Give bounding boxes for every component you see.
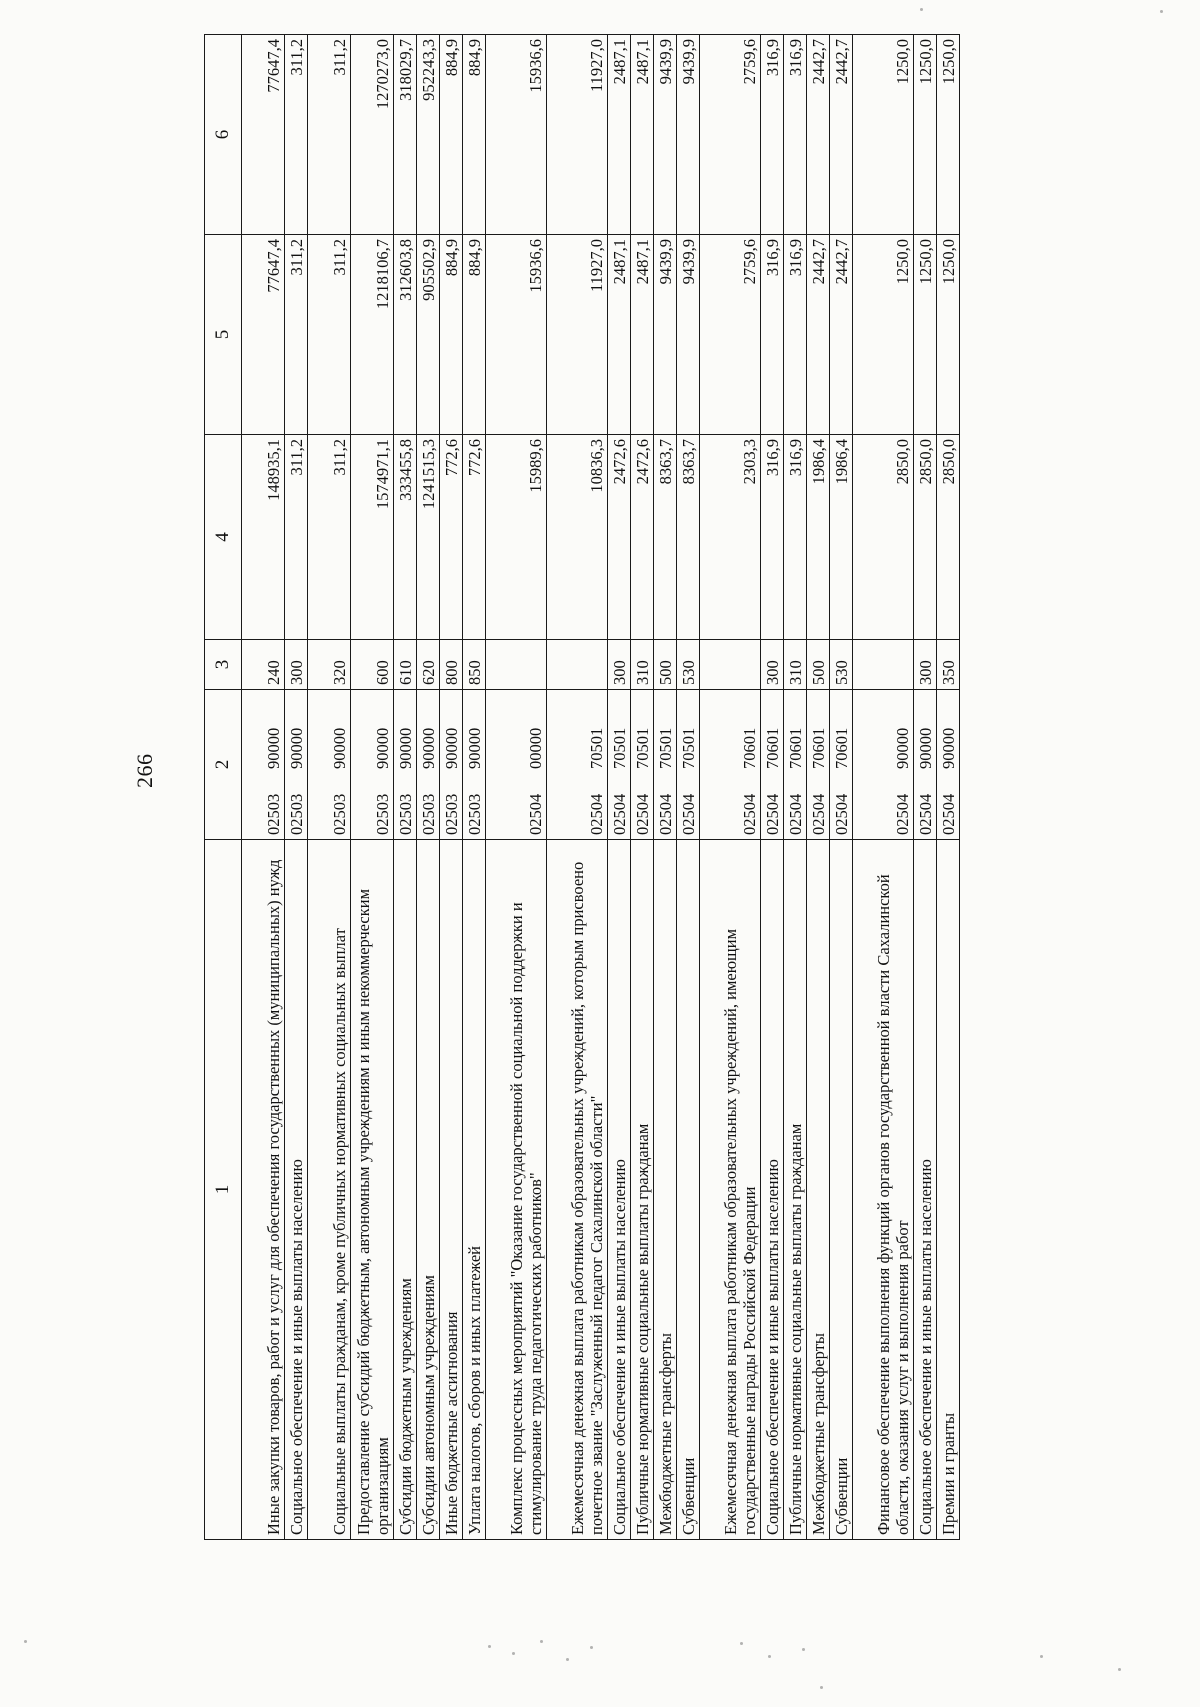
row-name-cell: Субсидии бюджетным учреждениям [394,840,417,1540]
row-value-col4: 148935,1 [242,435,285,640]
program-code: 02504 [915,793,935,835]
row-name-cell: Премии и гранты [937,840,960,1540]
row-value-col4: 1986,4 [830,435,853,640]
direction-code: 90000 [395,727,415,769]
row-value-col5: 11927,0 [547,235,608,435]
row-type-cell: 350 [937,640,960,690]
row-value-col6: 2442,7 [830,35,853,235]
row-type-cell: 300 [608,640,631,690]
scan-speck [540,1640,543,1643]
direction-code: 70601 [739,727,759,769]
row-name-cell: Уплата налогов, сборов и иных платежей [463,840,486,1540]
program-code: 02504 [785,793,805,835]
scan-speck [802,1648,805,1651]
program-code: 02504 [762,793,782,835]
row-value-col6: 2487,1 [631,35,654,235]
row-value-col5: 2487,1 [631,235,654,435]
row-code-cell [761,690,784,840]
column-header-1: 1 [205,840,242,1540]
row-type-cell: 800 [440,640,463,690]
row-type-cell [853,640,914,690]
direction-code: 90000 [892,727,912,769]
table-row [654,35,677,1540]
row-name-cell: Межбюджетные трансферты [807,840,830,1540]
row-value-col5: 2487,1 [608,235,631,435]
row-value-col4: 1241515,3 [417,435,440,640]
row-name-cell: Комплекс процессных мероприятий "Оказание государственной социальной поддержки и стимулирование труда педагогических работников" [486,840,547,1540]
row-value-col6: 15936,6 [486,35,547,235]
page-number: 266 [132,753,157,788]
program-code: 02504 [655,793,675,835]
program-code: 02504 [678,793,698,835]
row-value-col4: 333455,8 [394,435,417,640]
row-value-col4: 316,9 [761,435,784,640]
row-type-cell: 320 [308,640,351,690]
row-name-cell: Предоставление субсидий бюджетным, автономным учреждениям и иным некоммерческим организациям [351,840,394,1540]
table-row [608,35,631,1540]
row-type-cell: 530 [830,640,853,690]
row-code-cell [784,690,807,840]
row-type-cell: 500 [654,640,677,690]
row-type-cell: 500 [807,640,830,690]
row-name-cell: Социальное обеспечение и иные выплаты населению [608,840,631,1540]
program-code: 02504 [892,793,912,835]
row-value-col6: 311,2 [285,35,308,235]
direction-code: 90000 [329,727,349,769]
row-value-col5: 1218106,7 [351,235,394,435]
direction-code: 70601 [831,727,851,769]
direction-code: 70501 [655,727,675,769]
row-value-col4: 10836,3 [547,435,608,640]
row-type-cell: 300 [761,640,784,690]
budget-allocation-table [204,34,960,1540]
row-code-cell [351,690,394,840]
scan-speck [1160,10,1163,13]
row-value-col4: 772,6 [463,435,486,640]
row-name-cell: Субвенции [830,840,853,1540]
row-value-col5: 884,9 [463,235,486,435]
row-value-col4: 1574971,1 [351,435,394,640]
row-value-col4: 772,6 [440,435,463,640]
row-value-col4: 2850,0 [853,435,914,640]
direction-code: 90000 [286,727,306,769]
table-row [807,35,830,1540]
row-value-col4: 311,2 [308,435,351,640]
program-code: 02503 [286,793,306,835]
row-value-col6: 318029,7 [394,35,417,235]
row-value-col6: 316,9 [761,35,784,235]
row-code-cell [807,690,830,840]
direction-code: 70601 [785,727,805,769]
row-code-cell [700,690,761,840]
row-type-cell: 610 [394,640,417,690]
table-header-row [205,35,242,1540]
program-code: 02504 [831,793,851,835]
row-value-col6: 9439,9 [654,35,677,235]
row-value-col5: 905502,9 [417,235,440,435]
table-row [417,35,440,1540]
direction-code: 70501 [632,727,652,769]
table-row [784,35,807,1540]
program-code: 02504 [808,793,828,835]
row-value-col6: 1270273,0 [351,35,394,235]
row-code-cell [937,690,960,840]
program-code: 02504 [586,793,606,835]
row-value-col4: 311,2 [285,435,308,640]
column-header-2: 2 [205,690,242,840]
row-value-col6: 316,9 [784,35,807,235]
row-code-cell [242,690,285,840]
row-code-cell [654,690,677,840]
table-row [285,35,308,1540]
row-value-col6: 9439,9 [677,35,700,235]
row-value-col6: 884,9 [440,35,463,235]
row-name-cell: Ежемесячная денежная выплата работникам образовательных учреждений, которым присвоено почетное звание "Заслуженный педагог Сахалинской области" [547,840,608,1540]
program-code: 02503 [441,793,461,835]
direction-code: 70501 [609,727,629,769]
column-header-6: 6 [205,35,242,235]
scan-speck [740,1642,743,1645]
row-value-col5: 2442,7 [807,235,830,435]
program-code: 02503 [464,793,484,835]
direction-code: 90000 [464,727,484,769]
row-name-cell: Иные бюджетные ассигнования [440,840,463,1540]
row-name-cell: Субсидии автономным учреждениям [417,840,440,1540]
row-name-cell: Публичные нормативные социальные выплаты гражданам [631,840,654,1540]
table-row [308,35,351,1540]
direction-code: 90000 [915,727,935,769]
row-value-col4: 2850,0 [914,435,937,640]
row-value-col6: 884,9 [463,35,486,235]
row-value-col6: 2759,6 [700,35,761,235]
program-code: 02503 [418,793,438,835]
program-code: 02503 [329,793,349,835]
row-type-cell [700,640,761,690]
direction-code: 70501 [678,727,698,769]
row-code-cell [394,690,417,840]
row-value-col4: 2472,6 [631,435,654,640]
row-code-cell [486,690,547,840]
row-type-cell: 300 [914,640,937,690]
scan-speck [1118,1668,1121,1671]
row-type-cell: 240 [242,640,285,690]
program-code: 02504 [525,793,545,835]
row-name-cell: Межбюджетные трансферты [654,840,677,1540]
table-row [700,35,761,1540]
row-value-col4: 8363,7 [654,435,677,640]
table-row [830,35,853,1540]
program-code: 02503 [395,793,415,835]
row-name-cell: Финансовое обеспечение выполнения функций органов государственной власти Сахалинской области, оказания услуг и выполнения работ [853,840,914,1540]
row-value-col4: 15989,6 [486,435,547,640]
direction-code: 70601 [808,727,828,769]
row-name-cell: Социальные выплаты гражданам, кроме публичных нормативных социальных выплат [308,840,351,1540]
table-row [631,35,654,1540]
row-type-cell: 310 [784,640,807,690]
program-code: 02504 [938,793,958,835]
rotated-document-sheet [122,35,1122,1540]
direction-code: 90000 [441,727,461,769]
column-header-4: 4 [205,435,242,640]
row-value-col4: 1986,4 [807,435,830,640]
direction-code: 90000 [263,727,283,769]
direction-code: 90000 [372,727,392,769]
row-type-cell: 620 [417,640,440,690]
table-row [547,35,608,1540]
table-row [937,35,960,1540]
row-value-col5: 77647,4 [242,235,285,435]
row-value-col4: 316,9 [784,435,807,640]
row-value-col5: 1250,0 [853,235,914,435]
table-row [853,35,914,1540]
table-row [351,35,394,1540]
row-name-cell: Социальное обеспечение и иные выплаты населению [914,840,937,1540]
scan-speck [566,1658,569,1661]
row-name-cell: Ежемесячная денежная выплата работникам образовательных учреждений, имеющим государственные награды Российской Федерации [700,840,761,1540]
program-code: 02504 [632,793,652,835]
row-value-col6: 1250,0 [853,35,914,235]
table-row [486,35,547,1540]
direction-code: 90000 [938,727,958,769]
row-value-col5: 311,2 [308,235,351,435]
row-value-col5: 9439,9 [677,235,700,435]
row-value-col5: 2759,6 [700,235,761,435]
column-header-3: 3 [205,640,242,690]
row-type-cell: 310 [631,640,654,690]
row-value-col5: 316,9 [761,235,784,435]
direction-code: 00000 [525,727,545,769]
row-type-cell: 600 [351,640,394,690]
scan-speck [1040,1655,1043,1658]
row-value-col6: 1250,0 [937,35,960,235]
row-value-col6: 952243,3 [417,35,440,235]
row-code-cell [463,690,486,840]
row-name-cell: Социальное обеспечение и иные выплаты населению [761,840,784,1540]
table-row [914,35,937,1540]
row-type-cell [486,640,547,690]
scan-speck [24,1640,27,1643]
table-row [242,35,285,1540]
column-header-5: 5 [205,235,242,435]
table-row [394,35,417,1540]
row-value-col5: 2442,7 [830,235,853,435]
row-value-col5: 9439,9 [654,235,677,435]
row-value-col5: 1250,0 [914,235,937,435]
row-code-cell [631,690,654,840]
table-row [761,35,784,1540]
row-code-cell [608,690,631,840]
row-type-cell: 850 [463,640,486,690]
row-value-col5: 1250,0 [937,235,960,435]
row-value-col6: 2487,1 [608,35,631,235]
row-code-cell [547,690,608,840]
row-value-col6: 11927,0 [547,35,608,235]
direction-code: 90000 [418,727,438,769]
row-value-col5: 884,9 [440,235,463,435]
row-type-cell: 300 [285,640,308,690]
row-value-col6: 2442,7 [807,35,830,235]
row-value-col5: 316,9 [784,235,807,435]
row-code-cell [308,690,351,840]
row-value-col5: 15936,6 [486,235,547,435]
row-value-col5: 311,2 [285,235,308,435]
row-value-col6: 77647,4 [242,35,285,235]
row-value-col4: 2303,3 [700,435,761,640]
table-row [440,35,463,1540]
scan-speck [920,8,923,11]
row-code-cell [417,690,440,840]
scan-speck [512,1652,515,1655]
row-code-cell [285,690,308,840]
scan-speck [768,1655,771,1658]
row-value-col4: 8363,7 [677,435,700,640]
row-code-cell [830,690,853,840]
program-code: 02503 [263,793,283,835]
row-name-cell: Иные закупки товаров, работ и услуг для обеспечения государственных (муниципальных) нужд [242,840,285,1540]
table-row [677,35,700,1540]
direction-code: 70601 [762,727,782,769]
row-type-cell: 530 [677,640,700,690]
row-code-cell [853,690,914,840]
row-value-col5: 312603,8 [394,235,417,435]
row-value-col6: 311,2 [308,35,351,235]
row-name-cell: Социальное обеспечение и иные выплаты населению [285,840,308,1540]
row-name-cell: Субвенции [677,840,700,1540]
row-value-col4: 2472,6 [608,435,631,640]
direction-code: 70501 [586,727,606,769]
table-body [242,35,960,1540]
row-value-col4: 2850,0 [937,435,960,640]
scan-speck [488,1645,491,1648]
program-code: 02503 [372,793,392,835]
row-type-cell [547,640,608,690]
row-code-cell [440,690,463,840]
row-code-cell [677,690,700,840]
program-code: 02504 [609,793,629,835]
scan-speck [820,1686,823,1689]
row-code-cell [914,690,937,840]
table-row [463,35,486,1540]
program-code: 02504 [739,793,759,835]
row-value-col6: 1250,0 [914,35,937,235]
scan-speck [590,1646,593,1649]
row-name-cell: Публичные нормативные социальные выплаты гражданам [784,840,807,1540]
